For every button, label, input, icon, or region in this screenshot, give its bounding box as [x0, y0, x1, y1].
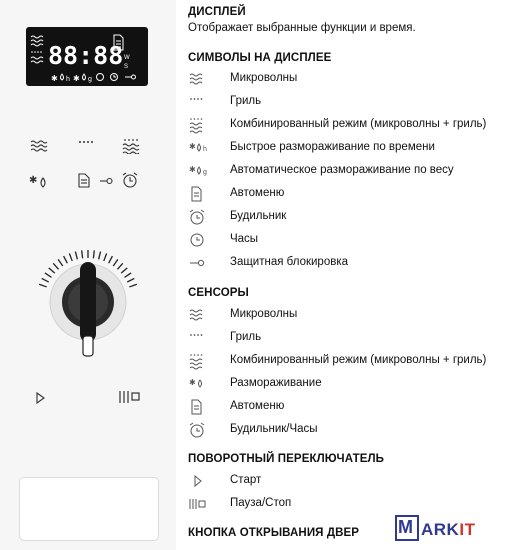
list-item — [188, 70, 507, 88]
sensor-auto-menu-icon[interactable] — [78, 173, 90, 188]
display-unit-w: W — [124, 55, 130, 61]
svg-text:✱: ✱ — [189, 378, 196, 387]
combi-mode-icon — [188, 116, 210, 134]
combi-mode-icon — [188, 352, 210, 370]
list-item — [188, 254, 507, 272]
list-item — [188, 472, 507, 490]
knob-tick — [49, 268, 55, 273]
pause-stop-icon — [118, 390, 142, 404]
list-item-label: Будильник — [230, 210, 287, 222]
knob-tick — [69, 253, 72, 260]
svg-text:h: h — [66, 76, 70, 83]
rotary-section-title: ПОВОРОТНЫЙ ПЕРЕКЛЮЧАТЕЛЬ — [188, 453, 385, 465]
display-alarm-icon — [97, 74, 104, 81]
knob-grip — [80, 262, 96, 342]
sensor-defrost-icon[interactable] — [29, 173, 49, 189]
svg-text:✱: ✱ — [189, 165, 196, 174]
sensor-microwave-icon[interactable] — [30, 139, 48, 153]
knob-tick — [39, 284, 47, 287]
list-item-label: Автоматическое размораживание по весу — [230, 164, 454, 176]
list-item-label: Часы — [230, 233, 259, 245]
knob-tick — [64, 256, 68, 263]
start-play-icon — [36, 392, 46, 404]
list-item — [188, 231, 507, 249]
display-grill-icon — [31, 51, 42, 53]
pause-stop-icon — [188, 495, 210, 513]
list-item — [188, 398, 507, 416]
knob-tick — [93, 250, 94, 258]
list-item — [188, 329, 507, 347]
list-item-label: Старт — [230, 474, 262, 486]
sensor-key-lock-icon — [99, 177, 113, 185]
knob-tick — [129, 284, 137, 287]
list-item-label: Пауза/Стоп — [230, 497, 292, 509]
sensors-section-title: СЕНСОРЫ — [188, 287, 249, 299]
display-screen — [26, 27, 148, 86]
list-item — [188, 139, 507, 157]
microwave-waves-icon — [188, 306, 210, 324]
sensor-combi-icon[interactable] — [122, 138, 140, 154]
display-section-description: Отображает выбранные функции и время. — [188, 22, 416, 34]
svg-text:✱: ✱ — [29, 175, 38, 186]
knob-tick — [58, 259, 63, 266]
door-release-button-area[interactable] — [19, 477, 159, 541]
knob-tick — [109, 256, 113, 263]
knob-tick — [124, 273, 131, 277]
legend — [188, 0, 507, 550]
rotary-knob[interactable] — [28, 236, 148, 368]
svg-text:g: g — [88, 76, 92, 83]
display-unit-s: S — [124, 64, 129, 70]
watermark-text: ARKIT — [421, 520, 476, 539]
key-lock-icon — [188, 254, 210, 272]
display-drop-icon — [61, 74, 64, 80]
sensor-alarm-clock-icon[interactable] — [121, 171, 139, 189]
grill-dots-icon — [188, 329, 210, 347]
display-combi-icon — [31, 57, 43, 63]
knob-tick — [121, 268, 127, 273]
list-item-label: Защитная блокировка — [230, 256, 349, 268]
knob-tick — [113, 259, 118, 266]
list-item — [188, 495, 507, 513]
list-item — [188, 208, 507, 226]
list-item — [188, 421, 507, 439]
alarm-clock-icon — [188, 421, 210, 439]
list-item — [188, 352, 507, 370]
list-item — [188, 162, 507, 180]
markit-watermark-logo — [395, 515, 475, 545]
display-symbols-title: СИМВОЛЫ НА ДИСПЛЕЕ — [188, 52, 332, 64]
svg-text:✱: ✱ — [73, 74, 80, 83]
watermark-first-letter: M — [398, 517, 413, 537]
list-item-label: Комбинированный режим (микроволны + гриль) — [230, 118, 487, 130]
display-digits: 88:88 — [48, 41, 124, 70]
list-item-label: Быстрое размораживание по времени — [230, 141, 435, 153]
list-item-label: Микроволны — [230, 72, 298, 84]
list-item-label: Гриль — [230, 95, 262, 107]
knob-tick — [104, 253, 107, 260]
auto-menu-icon — [188, 185, 210, 203]
knob-tick — [42, 278, 49, 282]
display-waves-icon — [31, 36, 43, 46]
list-item — [188, 116, 507, 134]
list-item-label: Размораживание — [230, 377, 322, 389]
list-item-label: Автоменю — [230, 400, 285, 412]
display-section-title: ДИСПЛЕЙ — [188, 6, 246, 18]
knob-tick — [45, 273, 52, 277]
display-glyphs — [26, 27, 148, 86]
defrost-icon — [188, 375, 210, 393]
list-item — [188, 185, 507, 203]
grill-dots-icon — [188, 93, 210, 111]
play-icon — [188, 472, 210, 490]
svg-text:h: h — [203, 146, 207, 153]
knob-tick — [99, 252, 101, 260]
microwave-waves-icon — [188, 70, 210, 88]
knob-tick — [53, 263, 58, 269]
list-item-label: Гриль — [230, 331, 262, 343]
oven-control-panel — [0, 0, 176, 550]
knob-tick — [82, 250, 83, 258]
list-item — [188, 93, 507, 111]
knob-tick — [127, 278, 134, 282]
knob-tick — [117, 263, 122, 269]
list-item-label: Будильник/Часы — [230, 423, 318, 435]
svg-text:✱: ✱ — [51, 74, 58, 83]
alarm-clock-icon — [188, 208, 210, 226]
list-item-label: Автоменю — [230, 187, 285, 199]
defrost-time-icon — [188, 139, 210, 157]
svg-text:g: g — [203, 169, 207, 176]
defrost-weight-icon — [188, 162, 210, 180]
list-item-label: Микроволны — [230, 308, 298, 320]
clock-icon — [188, 231, 210, 249]
list-item-label: Комбинированный режим (микроволны + гриль) — [230, 354, 487, 366]
list-item — [188, 375, 507, 393]
sensor-grill-icon[interactable] — [77, 139, 95, 145]
auto-menu-icon — [188, 398, 210, 416]
list-item — [188, 306, 507, 324]
knob-pointer — [83, 336, 93, 356]
door-button-section-title: КНОПКА ОТКРЫВАНИЯ ДВЕР — [188, 527, 360, 539]
knob-tick — [75, 252, 77, 260]
svg-text:✱: ✱ — [189, 142, 196, 151]
